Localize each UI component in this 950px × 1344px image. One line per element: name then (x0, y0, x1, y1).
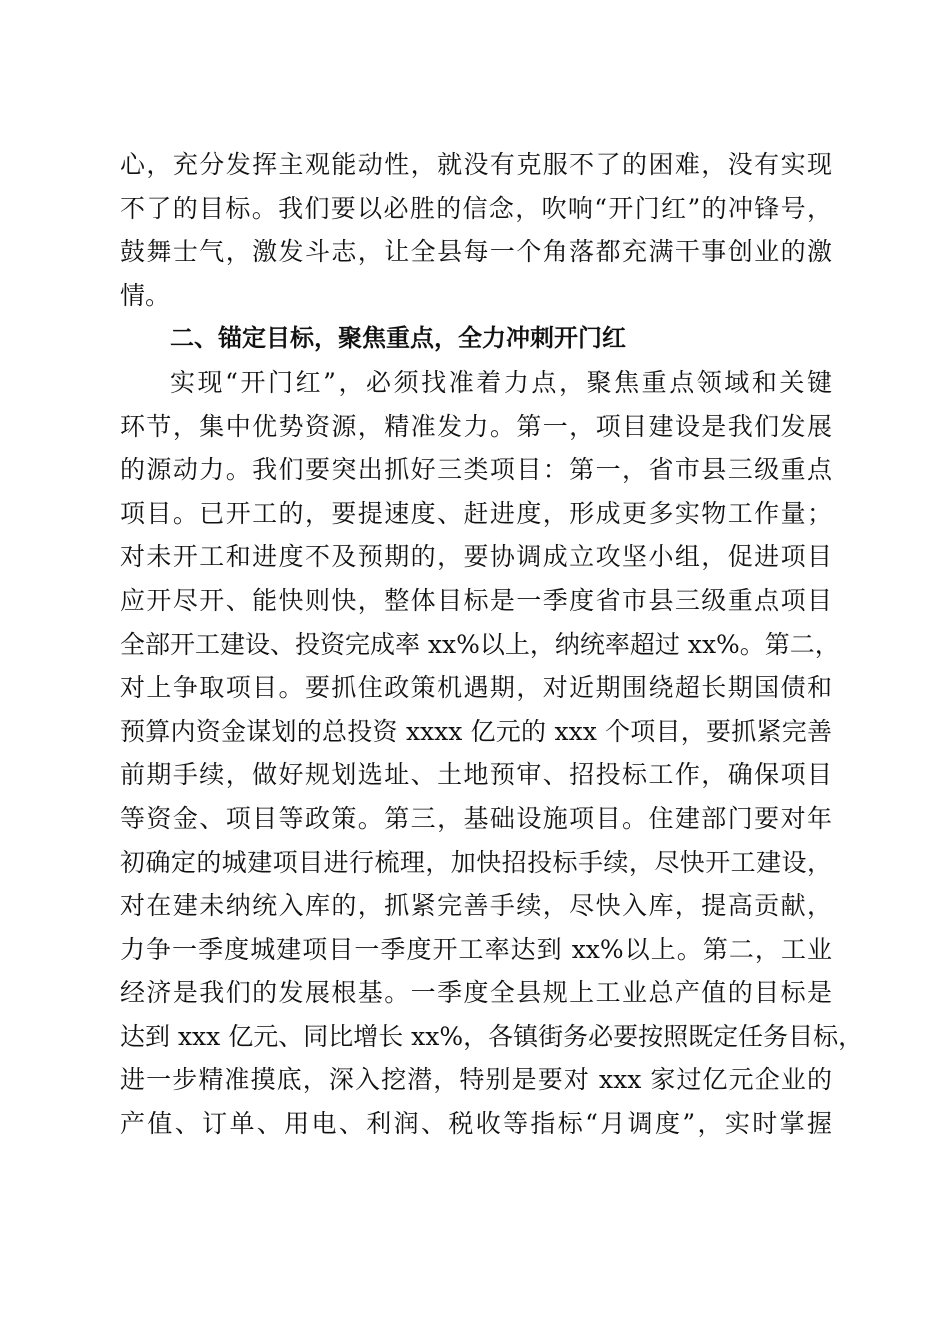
text-line: 预算内资金谋划的总投资 xxxx 亿元的 xxx 个项目，要抓紧完善 (120, 716, 832, 746)
section-heading: 二、锚定目标，聚焦重点，全力冲刺开门红 (170, 324, 626, 353)
text-line: 对上争取项目。要抓住政策机遇期，对近期围绕超长期国债和 (120, 673, 832, 703)
text-line: 应开尽开、能快则快，整体目标是一季度省市县三级重点项目 (120, 585, 832, 615)
text-line: 达到 xxx 亿元、同比增长 xx%，各镇街务必要按照既定任务目标， (120, 1021, 864, 1051)
text-line: 对在建未纳统入库的，抓紧完善手续，尽快入库，提高贡献， (120, 891, 832, 921)
text-line: 前期手续，做好规划选址、土地预审、招投标工作，确保项目 (120, 760, 832, 790)
text-line: 心，充分发挥主观能动性，就没有克服不了的困难，没有实现 (120, 150, 832, 179)
text-line: 实现“开门红”，必须找准着力点，聚焦重点领域和关键 (170, 367, 832, 397)
text-line: 对未开工和进度不及预期的，要协调成立攻坚小组，促进项目 (120, 542, 832, 572)
text-line: 的源动力。我们要突出抓好三类项目：第一，省市县三级重点 (120, 455, 832, 485)
text-line: 不了的目标。我们要以必胜的信念，吹响“开门红”的冲锋号， (120, 193, 832, 223)
paragraph-body (120, 361, 864, 1146)
text-line: 等资金、项目等政策。第三，基础设施项目。住建部门要对年 (120, 803, 832, 833)
text-line: 情。 (120, 280, 171, 310)
text-line: 鼓舞士气，激发斗志，让全县每一个角落都充满干事创业的激 (120, 237, 832, 267)
text-line: 进一步精准摸底，深入挖潜，特别是要对 xxx 家过亿元企业的 (120, 1065, 832, 1095)
document-body (120, 143, 864, 1146)
text-line: 项目。已开工的，要提速度、赶进度，形成更多实物工作量； (120, 498, 832, 528)
text-line: 全部开工建设、投资完成率 xx%以上，纳统率超过 xx%。第二， (120, 629, 840, 659)
text-line: 初确定的城建项目进行梳理，加快招投标手续，尽快开工建设， (120, 847, 832, 877)
text-line: 环节，集中优势资源，精准发力。第一，项目建设是我们发展 (120, 411, 832, 441)
text-line: 产值、订单、用电、利润、税收等指标“月调度”，实时掌握 (120, 1109, 832, 1139)
paragraph-continued (120, 143, 832, 317)
text-line: 力争一季度城建项目一季度开工率达到 xx%以上。第二，工业 (120, 934, 832, 964)
text-line: 经济是我们的发展根基。一季度全县规上工业总产值的目标是 (120, 978, 832, 1008)
